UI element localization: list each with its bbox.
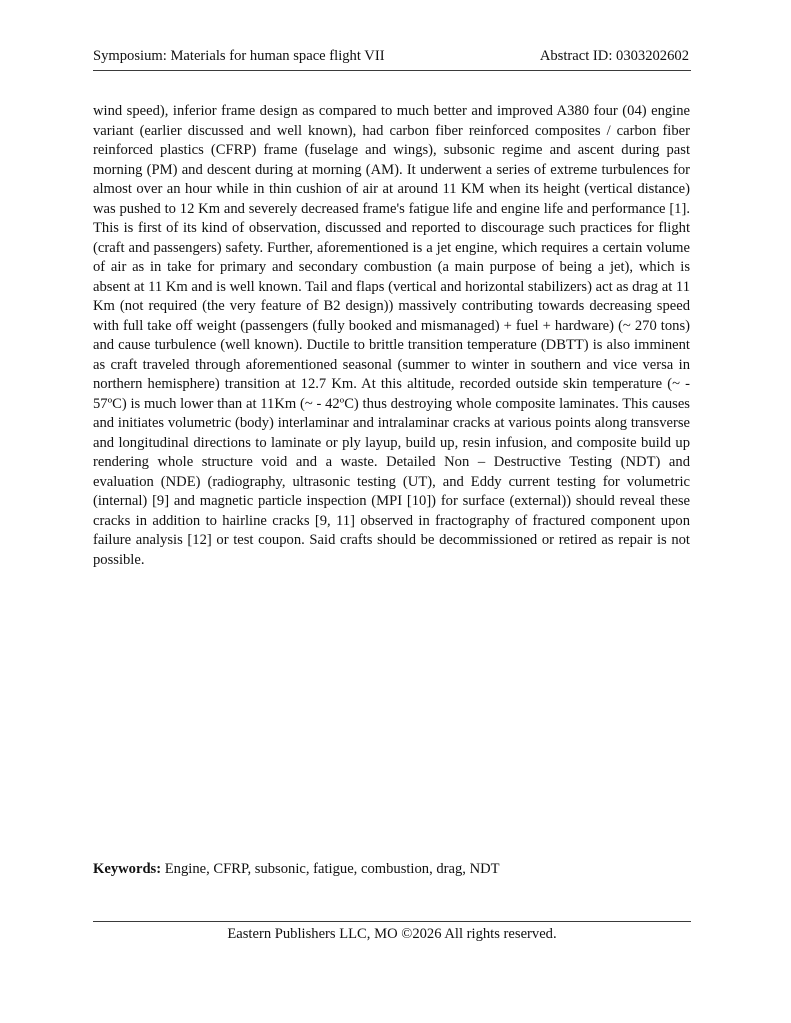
abstract-id: Abstract ID: 0303202602 [539, 48, 689, 64]
symposium-title: Symposium: Materials for human space flight VII [93, 48, 385, 64]
page-header [93, 46, 691, 71]
keywords-list: Engine, CFRP, subsonic, fatigue, combustion, drag, NDT [164, 861, 500, 877]
footer-divider [93, 921, 691, 922]
keywords-label: Keywords: [93, 861, 162, 877]
body-paragraph: wind speed), inferior frame design as compared to much better and improved A380 four (04) engine variant (earlier discussed and well known), had carbon fiber reinforced composites / carbon fiber reinforced plastics (CFRP) frame (fuselage and wings), subsonic regime and ascent during past morning (PM) and descent during at morning (AM). It underwent a series of extreme turbulences for almost over an hour while in thin cushion of air at around 11 KM when its height (vertical distance) was pushed to 12 Km and severely decreased frame's fatigue life and engine life and performance [1]. This is first of its kind of observation, discussed and reported to discourage such practices for flight (craft and passengers) safety. Further, aforementioned is a jet engine, which requires a certain volume of air as in take for primary and secondary combustion (a main purpose of being a jet), which is absent at 11 Km and is well known. Tail and flaps (vertical and horizontal stabilizers) act as drag at 11 Km (not required (the very feature of B2 design)) massively contributing towards decreasing speed with full take off weight (passengers (fully booked and mismanaged) + fuel + hardware) (~ 270 tons) and cause turbulence (well known). Ductile to brittle transition temperature (DBTT) is also imminent as craft traveled through aforementioned seasonal (summer to winter in southern and vice versa in northern hemisphere) transition at 12.7 Km. At this altitude, recorded outside skin temperature (~ - 57ºC) is much lower than at 11Km (~ - 42ºC) thus destroying whole composite laminates. This causes and initiates volumetric (body) interlaminar and intralaminar cracks at various points along transverse and longitudinal directions to laminate or ply layup, build up, resin infusion, and composite build up rendering whole structure void and a waste. Detailed Non – Destructive Testing (NDT) and evaluation (NDE) (radiography, ultrasonic testing (UT), and Eddy current testing for volumetric (internal) [9] and magnetic particle inspection (MPI [10]) for surface (external)) should reveal these cracks in addition to hairline cracks [9, 11] observed in fractography of fractured component upon failure analysis [12] or test coupon. Said crafts should be decommissioned or retired as repair is not possible. [93, 103, 690, 568]
keywords-line [93, 859, 690, 879]
page-footer: Eastern Publishers LLC, MO ©2026 All rights reserved. [227, 926, 557, 942]
